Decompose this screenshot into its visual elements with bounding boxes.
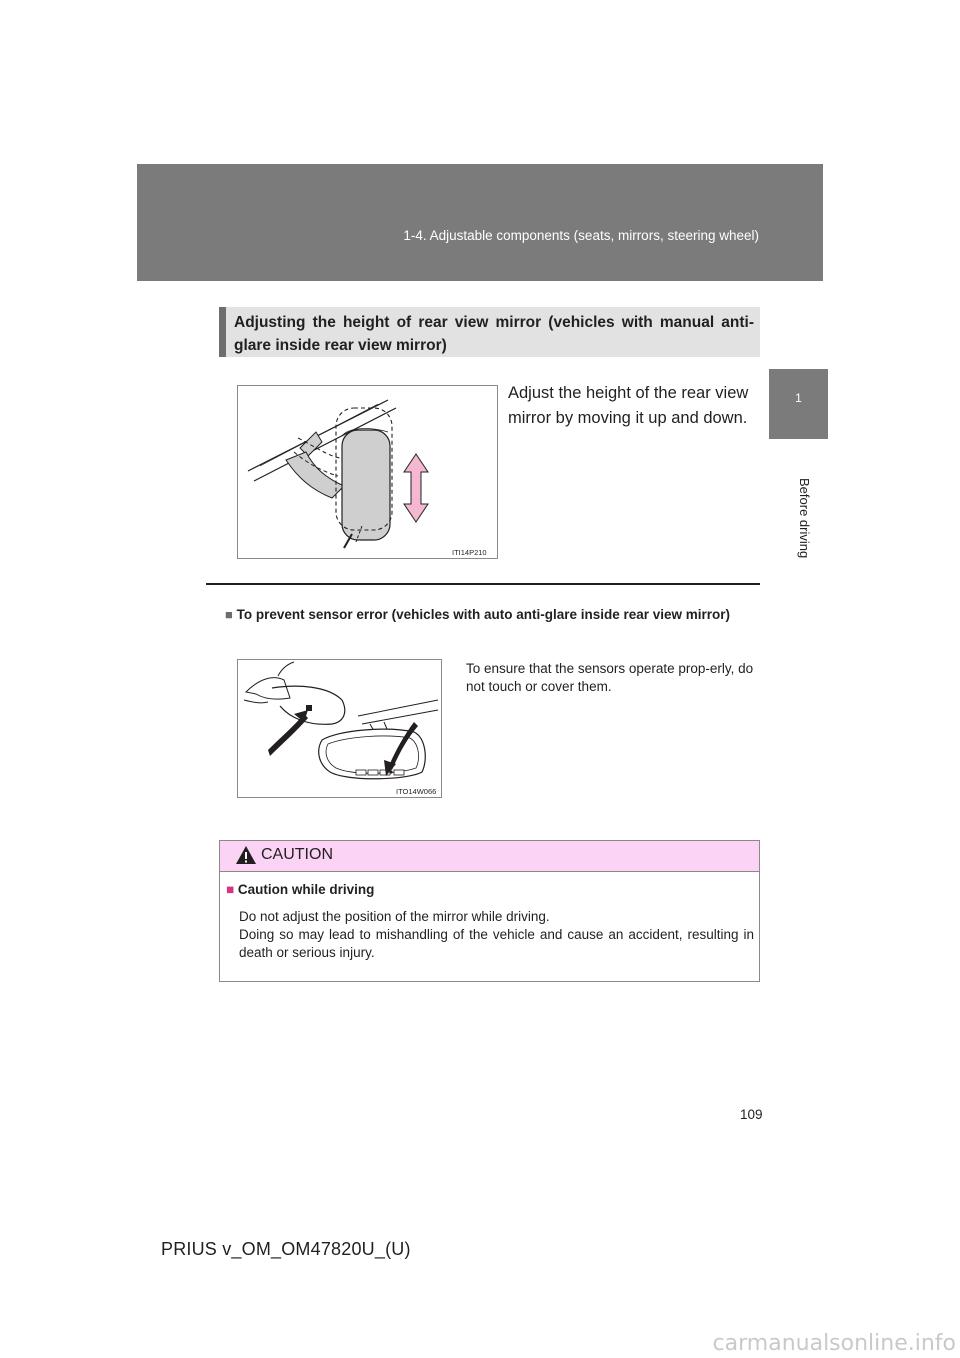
note-heading: ■ To prevent sensor error (vehicles with auto anti-glare inside rear view mirror) [225,607,731,622]
square-bullet-icon: ■ [225,607,233,622]
watermark: carmanualsonline.info [712,1331,956,1356]
chapter-label: Before driving [797,478,812,559]
chapter-number: 1 [795,391,802,405]
caution-header [220,841,759,872]
header-band [137,164,823,281]
figure-code: ITI14P210 [452,548,487,557]
footer-document-id: PRIUS v_OM_OM47820U_(U) [161,1239,411,1259]
figure-code: ITO14W066 [396,787,437,796]
divider [206,583,760,585]
section-title: Adjusting the height of rear view mirror (vehicles with manual anti-glare inside rear view mirror) [219,307,760,357]
square-bullet-icon: ■ [226,882,235,897]
caution-box [219,840,760,982]
sensors-illustration [238,660,441,797]
note-text: To ensure that the sensors operate prop-erly, do not touch or cover them. [466,661,754,694]
caution-line: Do not adjust the position of the mirror while driving. [239,909,550,924]
figure1-caption: Adjust the height of the rear view mirror by moving it up and down. [508,384,749,427]
mirror-height-illustration [238,386,497,558]
caution-title: CAUTION [261,846,333,863]
section-header: 1-4. Adjustable components (seats, mirrors, steering wheel) [403,228,759,243]
caution-subheading: ■ Caution while driving [226,882,375,897]
figure-mirror-height [237,385,498,559]
caution-line: Doing so may lead to mishandling of the vehicle and cause an accident, resulting in death or serious injury. [239,927,754,960]
page-number: 109 [740,1107,763,1122]
figure-sensors [237,659,442,798]
chapter-tab [769,369,828,439]
warning-icon [235,845,257,865]
caution-text [239,908,754,962]
